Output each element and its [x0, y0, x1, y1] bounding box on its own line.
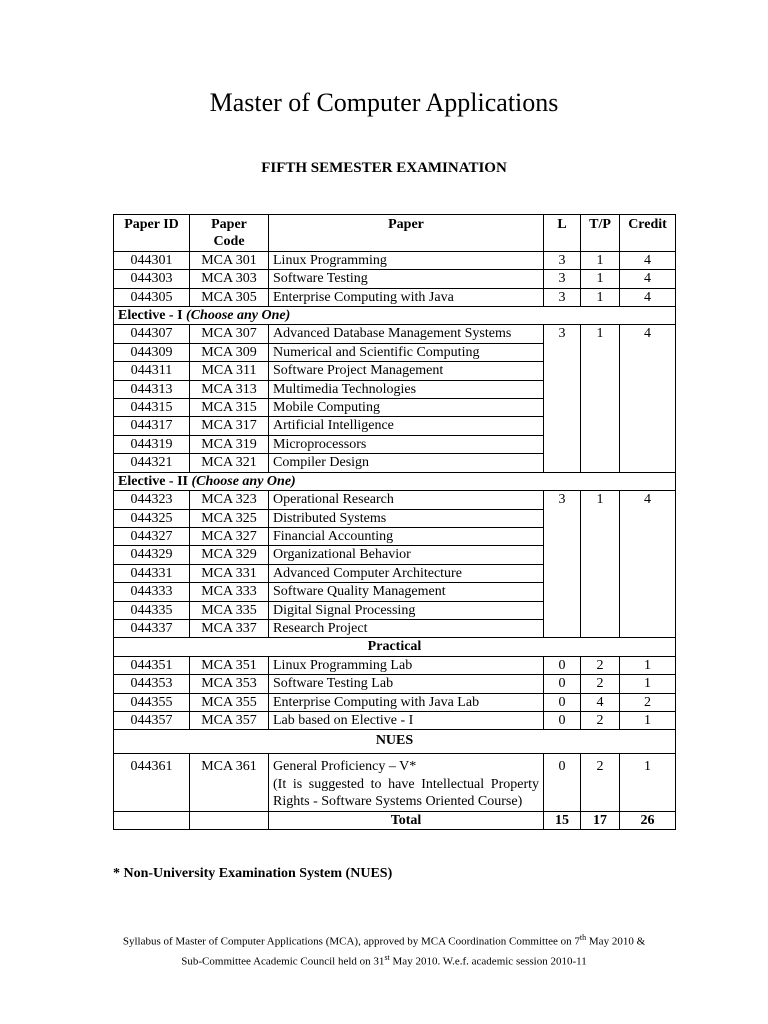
header-tp: T/P	[581, 215, 620, 252]
footer-text: Sub-Committee Academic Council held on 31	[181, 955, 385, 968]
paper-code: MCA 317	[190, 417, 269, 435]
section-note: (Choose any One)	[191, 473, 296, 489]
paper-id: 044337	[114, 619, 190, 637]
syllabus-table	[113, 214, 676, 830]
paper-id: 044309	[114, 343, 190, 361]
paper-id: 044313	[114, 380, 190, 398]
section-header-practical	[114, 638, 676, 656]
empty-cell	[114, 811, 190, 829]
footer-superscript: th	[579, 933, 587, 942]
tp-hours: 1	[581, 288, 620, 306]
section-title: Practical	[114, 638, 676, 656]
paper-id: 044361	[114, 754, 190, 811]
paper-code: MCA 323	[190, 491, 269, 509]
paper-code: MCA 331	[190, 564, 269, 582]
header-l: L	[544, 215, 581, 252]
paper-name: Compiler Design	[269, 454, 544, 472]
paper-code: MCA 315	[190, 399, 269, 417]
tp-hours: 1	[581, 491, 620, 638]
paper-id: 044335	[114, 601, 190, 619]
paper-id: 044327	[114, 527, 190, 545]
paper-name: Distributed Systems	[269, 509, 544, 527]
tp-hours: 2	[581, 754, 620, 811]
paper-id: 044331	[114, 564, 190, 582]
credits: 1	[620, 754, 676, 811]
table-row-nues	[114, 754, 676, 811]
paper-name: Software Testing	[269, 270, 544, 288]
section-note: (Choose any One)	[186, 308, 291, 324]
table-row	[114, 270, 676, 288]
credits: 4	[620, 288, 676, 306]
paper-name: Lab based on Elective - I	[269, 711, 544, 729]
paper-code: MCA 313	[190, 380, 269, 398]
paper-id: 044317	[114, 417, 190, 435]
table-header-row	[114, 215, 676, 252]
paper-code: MCA 355	[190, 693, 269, 711]
tp-hours: 4	[581, 693, 620, 711]
lecture-hours: 0	[544, 711, 581, 729]
paper-code: MCA 329	[190, 546, 269, 564]
footer-text: Syllabus of Master of Computer Applications (MCA), approved by MCA Coordination Committee on 7	[122, 935, 580, 948]
credits: 1	[620, 711, 676, 729]
paper-code: MCA 333	[190, 583, 269, 601]
section-header-elective-2	[114, 472, 676, 490]
total-tp-hours: 17	[581, 811, 620, 829]
paper-id: 044329	[114, 546, 190, 564]
paper-id: 044351	[114, 656, 190, 674]
table-row	[114, 325, 676, 343]
header-paper-id: Paper ID	[114, 215, 190, 252]
footer-superscript: st	[384, 952, 390, 962]
lecture-hours: 0	[544, 754, 581, 811]
paper-code: MCA 327	[190, 527, 269, 545]
total-lecture-hours: 15	[544, 811, 581, 829]
paper-name: Mobile Computing	[269, 399, 544, 417]
paper-name: Digital Signal Processing	[269, 601, 544, 619]
lecture-hours: 3	[544, 491, 581, 638]
table-row-total	[114, 811, 676, 829]
paper-id: 044333	[114, 583, 190, 601]
paper-id: 044353	[114, 675, 190, 693]
paper-id: 044319	[114, 435, 190, 453]
paper-id: 044321	[114, 454, 190, 472]
paper-name: Enterprise Computing with Java	[269, 288, 544, 306]
paper-code: MCA 357	[190, 711, 269, 729]
paper-id: 044307	[114, 325, 190, 343]
tp-hours: 2	[581, 656, 620, 674]
paper-name: Software Project Management	[269, 362, 544, 380]
paper-name: Advanced Database Management Systems	[269, 325, 544, 343]
table-row	[114, 251, 676, 269]
paper-name: Numerical and Scientific Computing	[269, 343, 544, 361]
credits: 4	[620, 491, 676, 638]
paper-code: MCA 351	[190, 656, 269, 674]
header-paper-code-line2: Code	[213, 234, 245, 250]
footer-text: May 2010 &	[586, 935, 646, 948]
page-subtitle: FIFTH SEMESTER EXAMINATION	[261, 160, 507, 176]
footer-text: May 2010. W.e.f. academic session 2010-11	[389, 955, 587, 968]
paper-name: Linux Programming	[269, 251, 544, 269]
paper-code: MCA 337	[190, 619, 269, 637]
section-header-nues	[114, 730, 676, 754]
paper-name: Software Quality Management	[269, 583, 544, 601]
paper-code: MCA 361	[190, 754, 269, 811]
page-title: Master of Computer Applications	[209, 88, 559, 117]
paper-name: Artificial Intelligence	[269, 417, 544, 435]
paper-id: 044323	[114, 491, 190, 509]
table-row	[114, 693, 676, 711]
paper-code: MCA 319	[190, 435, 269, 453]
table-row	[114, 711, 676, 729]
paper-id: 044305	[114, 288, 190, 306]
paper-code: MCA 301	[190, 251, 269, 269]
paper-code: MCA 307	[190, 325, 269, 343]
paper-name-note: (It is suggested to have Intellectual Property Rights - Software Systems Oriented Course)	[273, 776, 539, 810]
lecture-hours: 3	[544, 325, 581, 472]
paper-code: MCA 321	[190, 454, 269, 472]
tp-hours: 2	[581, 675, 620, 693]
paper-code: MCA 335	[190, 601, 269, 619]
paper-id: 044325	[114, 509, 190, 527]
credits: 2	[620, 693, 676, 711]
tp-hours: 2	[581, 711, 620, 729]
lecture-hours: 0	[544, 656, 581, 674]
header-paper-code	[190, 215, 269, 252]
footer-line-2	[0, 950, 768, 970]
lecture-hours: 3	[544, 288, 581, 306]
credits: 1	[620, 675, 676, 693]
paper-name-line1: General Proficiency – V*	[273, 759, 417, 775]
paper-code: MCA 303	[190, 270, 269, 288]
table-row	[114, 656, 676, 674]
table-row	[114, 491, 676, 509]
paper-code: MCA 305	[190, 288, 269, 306]
paper-code: MCA 353	[190, 675, 269, 693]
paper-name: Organizational Behavior	[269, 546, 544, 564]
paper-code: MCA 311	[190, 362, 269, 380]
total-label: Total	[269, 811, 544, 829]
paper-name: Operational Research	[269, 491, 544, 509]
paper-code: MCA 309	[190, 343, 269, 361]
credits: 4	[620, 270, 676, 288]
table-row	[114, 675, 676, 693]
tp-hours: 1	[581, 325, 620, 472]
credits: 4	[620, 251, 676, 269]
section-label	[114, 472, 676, 490]
paper-id: 044355	[114, 693, 190, 711]
paper-name: Software Testing Lab	[269, 675, 544, 693]
paper-code: MCA 325	[190, 509, 269, 527]
paper-name	[269, 754, 544, 811]
paper-name: Research Project	[269, 619, 544, 637]
table-row	[114, 288, 676, 306]
tp-hours: 1	[581, 270, 620, 288]
paper-name: Multimedia Technologies	[269, 380, 544, 398]
paper-name: Advanced Computer Architecture	[269, 564, 544, 582]
paper-id: 044303	[114, 270, 190, 288]
lecture-hours: 0	[544, 675, 581, 693]
paper-id: 044311	[114, 362, 190, 380]
lecture-hours: 3	[544, 270, 581, 288]
lecture-hours: 3	[544, 251, 581, 269]
section-label	[114, 307, 676, 325]
nues-footnote: * Non-University Examination System (NUES)	[113, 866, 393, 881]
section-header-elective-1	[114, 307, 676, 325]
empty-cell	[190, 811, 269, 829]
lecture-hours: 0	[544, 693, 581, 711]
footer-line-1	[0, 930, 768, 950]
credits: 4	[620, 325, 676, 472]
paper-id: 044301	[114, 251, 190, 269]
header-paper-code-line1: Paper	[211, 217, 247, 232]
paper-name: Financial Accounting	[269, 527, 544, 545]
section-title: NUES	[114, 730, 676, 754]
tp-hours: 1	[581, 251, 620, 269]
page-footer	[0, 930, 768, 969]
credits: 1	[620, 656, 676, 674]
paper-name: Enterprise Computing with Java Lab	[269, 693, 544, 711]
paper-id: 044315	[114, 399, 190, 417]
header-paper: Paper	[269, 215, 544, 252]
paper-name: Microprocessors	[269, 435, 544, 453]
section-title: Elective - I	[118, 308, 183, 324]
paper-name: Linux Programming Lab	[269, 656, 544, 674]
header-credit: Credit	[620, 215, 676, 252]
total-credits: 26	[620, 811, 676, 829]
paper-id: 044357	[114, 711, 190, 729]
section-title: Elective - II	[118, 473, 188, 489]
